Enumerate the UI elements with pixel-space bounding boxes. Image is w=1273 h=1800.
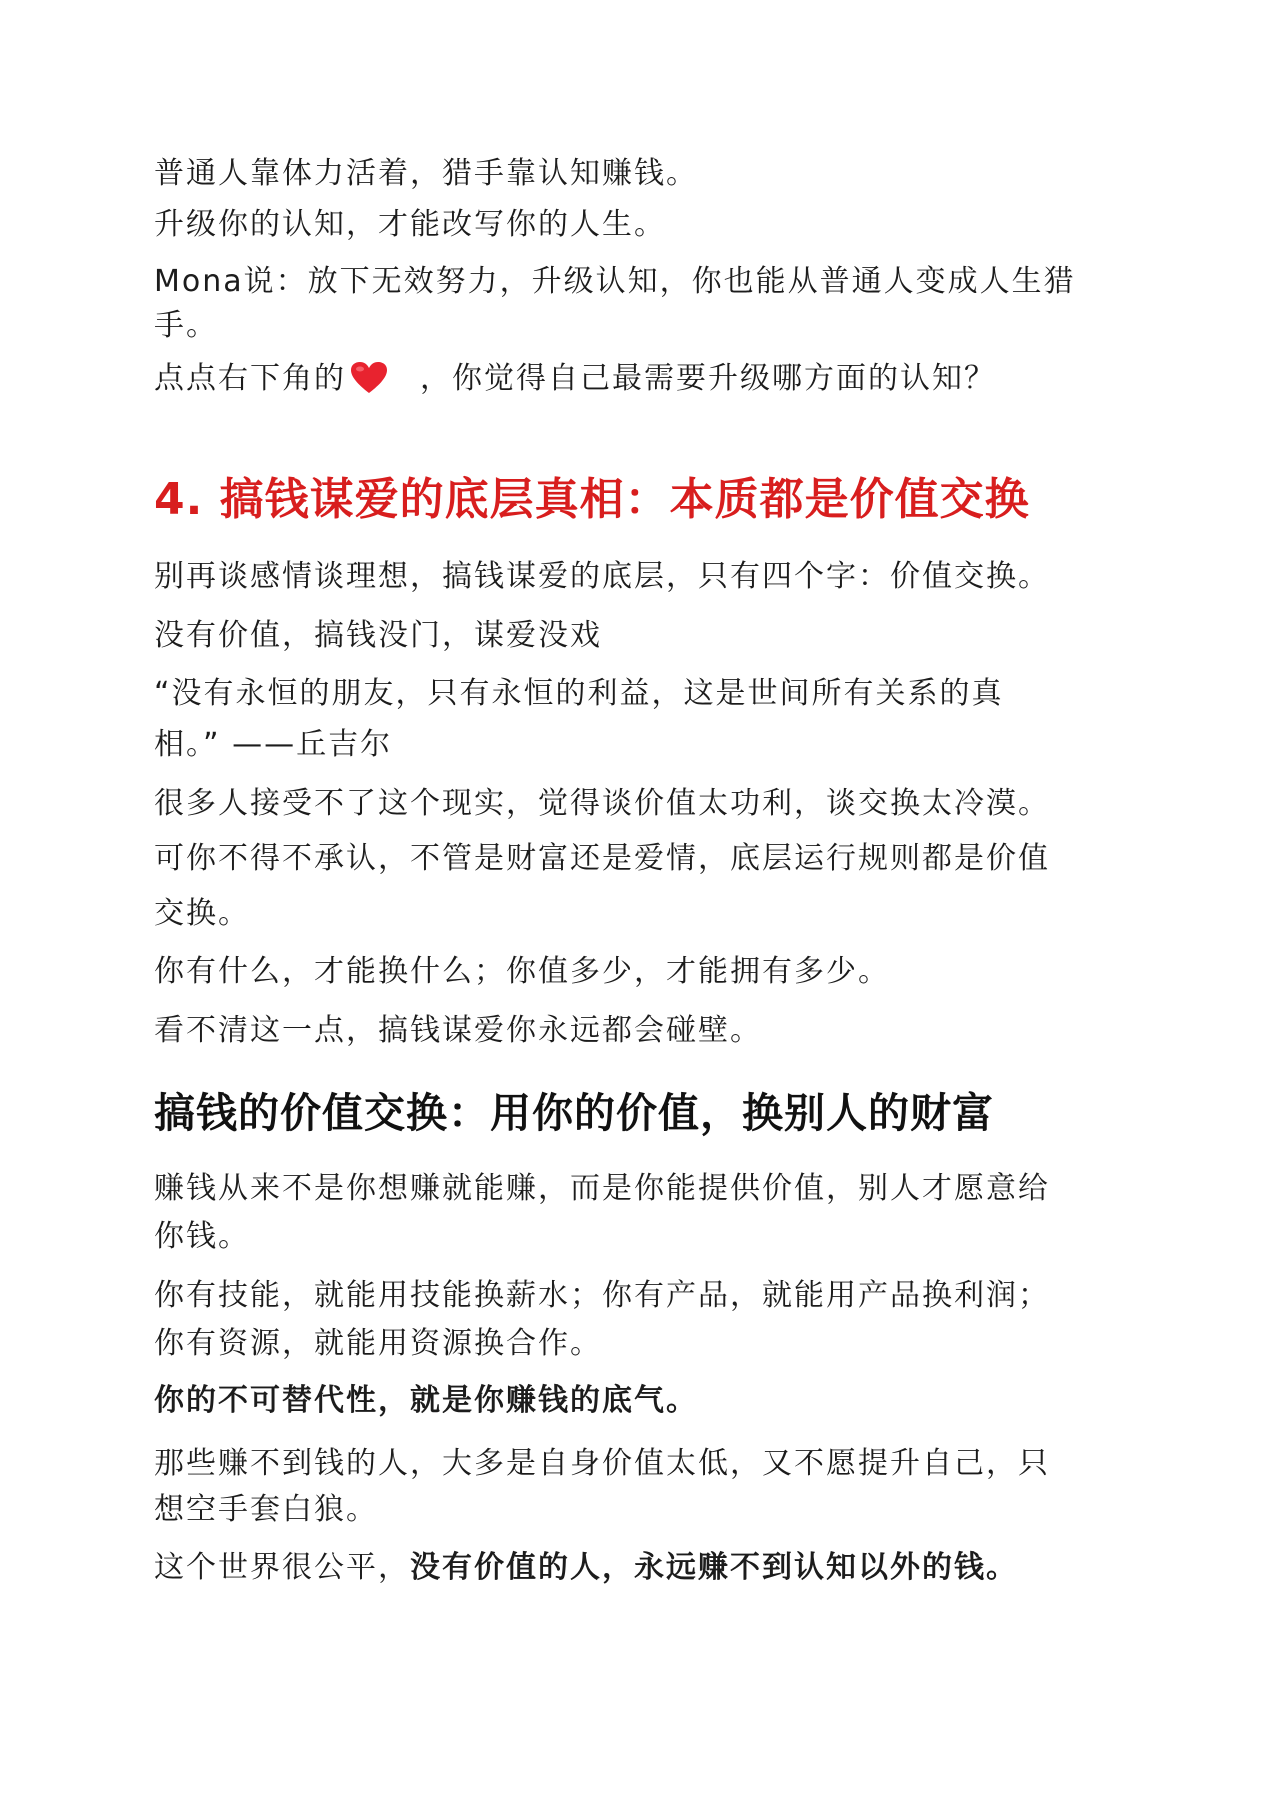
subsection-paragraph-4-line-2: 想空手套白狼。: [154, 1492, 378, 1527]
subsection-paragraph-1-line-2: 你钱。: [154, 1219, 250, 1254]
mona-quote-line-1: Mona说：放下无效努力，升级认知，你也能从普通人变成人生猎: [154, 264, 1076, 299]
section-4-paragraph-6: 看不清这一点，搞钱谋爱你永远都会碰壁。: [154, 1013, 762, 1048]
section-4-paragraph-4-line-1: 可你不得不承认，不管是财富还是爱情，底层运行规则都是价值: [154, 841, 1050, 876]
subsection-paragraph-1-line-1: 赚钱从来不是你想赚就能赚，而是你能提供价值，别人才愿意给: [154, 1171, 1050, 1206]
subsection-paragraph-2-line-2: 你有资源，就能用资源换合作。: [154, 1326, 602, 1361]
section-4-paragraph-4-line-2: 交换。: [154, 896, 250, 931]
subsection-closing: [154, 1544, 1134, 1592]
section-4-paragraph-5: 你有什么，才能换什么；你值多少，才能拥有多少。: [154, 954, 890, 989]
subsection-heading: 搞钱的价值交换：用你的价值，换别人的财富: [154, 1089, 994, 1137]
section-4-heading: 4. 搞钱谋爱的底层真相：本质都是价值交换: [154, 474, 1030, 525]
intro-line-1: 普通人靠体力活着，猎手靠认知赚钱。: [154, 156, 698, 191]
heart-icon: [350, 361, 388, 395]
mona-quote-line-2: 手。: [154, 308, 218, 343]
intro-line-2: 升级你的认知，才能改写你的人生。: [154, 207, 666, 242]
call-to-action: [154, 355, 1134, 403]
subsection-emphasis: 你的不可替代性，就是你赚钱的底气。: [154, 1383, 698, 1418]
closing-bold-text: 没有价值的人，永远赚不到认知以外的钱。: [410, 1550, 1018, 1585]
section-4-paragraph-1: 别再谈感情谈理想，搞钱谋爱的底层，只有四个字：价值交换。: [154, 559, 1050, 594]
churchill-quote-line-2: 相。” ——丘吉尔: [154, 727, 393, 762]
section-4-paragraph-2: 没有价值，搞钱没门，谋爱没戏: [154, 618, 602, 653]
closing-plain-text: 这个世界很公平，: [154, 1550, 410, 1585]
subsection-paragraph-4-line-1: 那些赚不到钱的人，大多是自身价值太低，又不愿提升自己，只: [154, 1446, 1050, 1481]
churchill-quote-line-1: “没有永恒的朋友，只有永恒的利益，这是世间所有关系的真: [154, 676, 1004, 711]
subsection-paragraph-2-line-1: 你有技能，就能用技能换薪水；你有产品，就能用产品换利润；: [154, 1278, 1050, 1313]
cta-text-after: ，你觉得自己最需要升级哪方面的认知？: [420, 361, 996, 396]
section-4-paragraph-3: 很多人接受不了这个现实，觉得谈价值太功利，谈交换太冷漠。: [154, 786, 1050, 821]
cta-text-before: 点点右下角的: [154, 361, 346, 396]
